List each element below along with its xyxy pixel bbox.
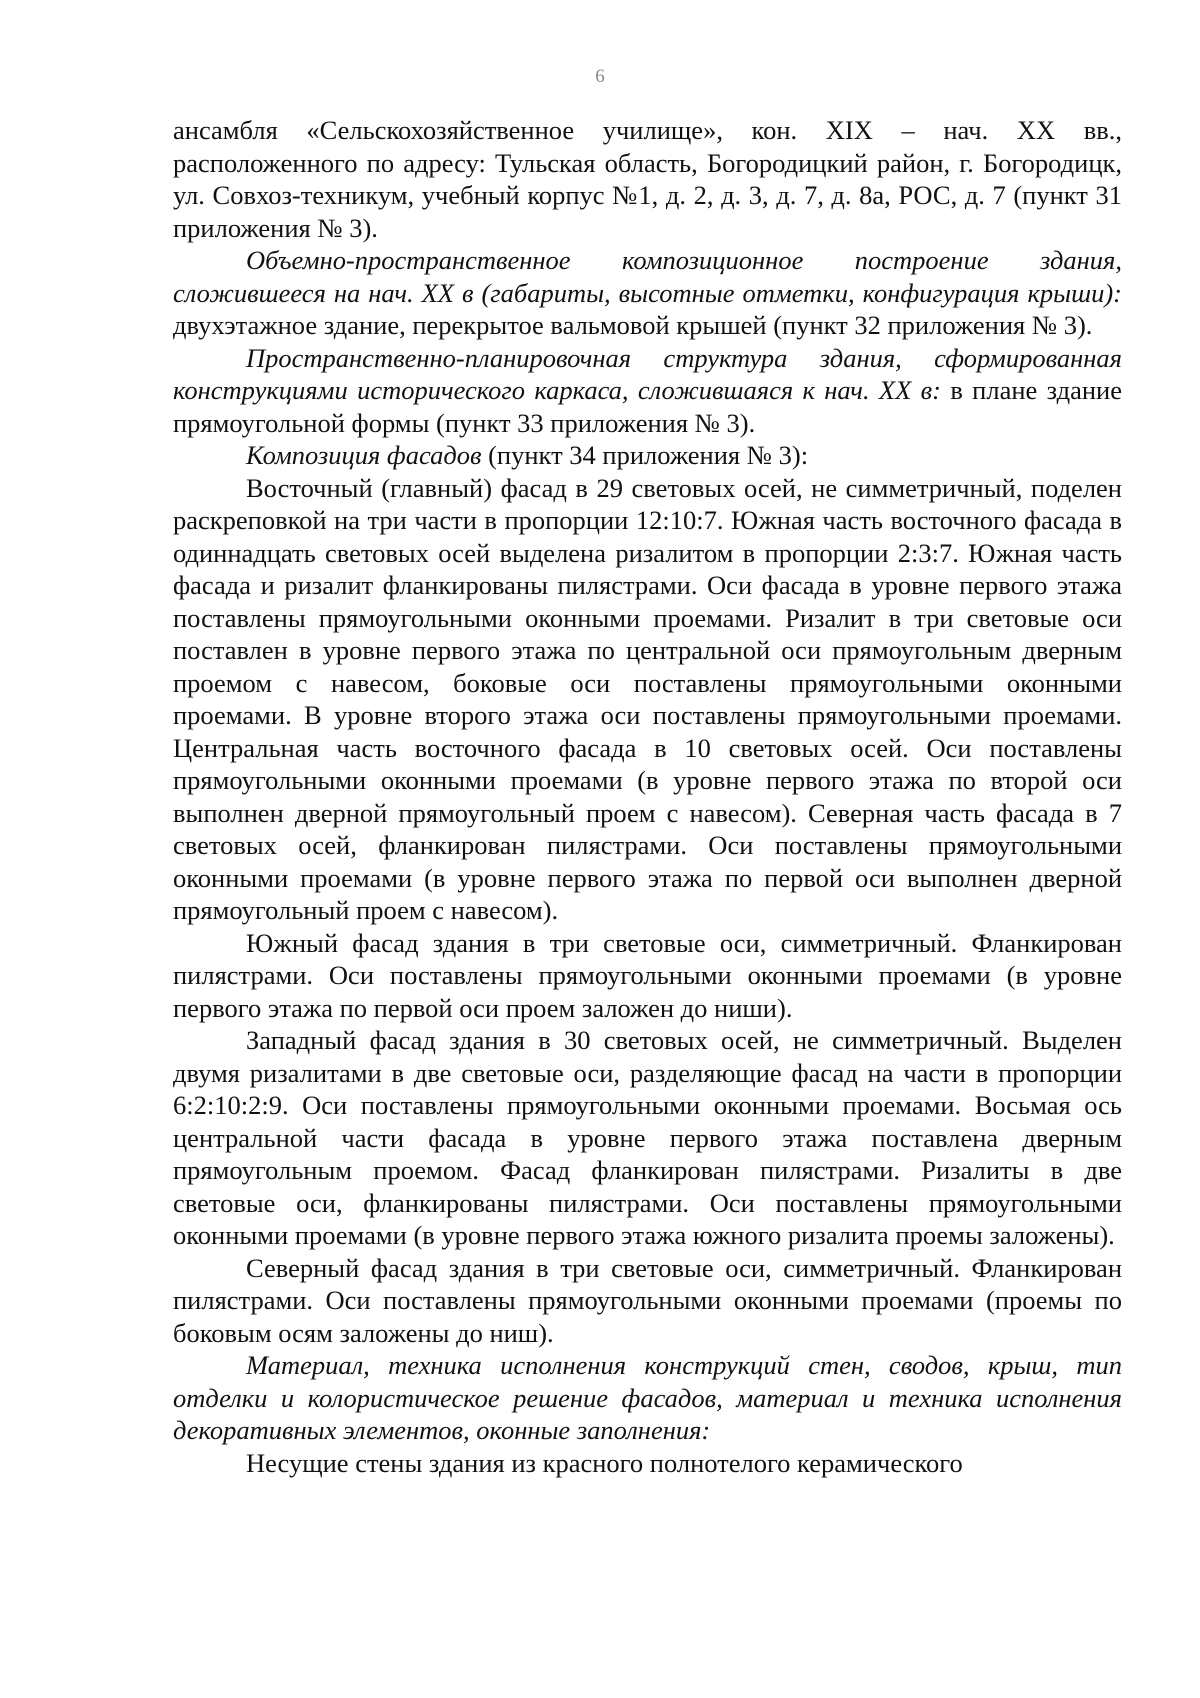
- paragraph-text: двухэтажное здание, перекрытое вальмовой крышей (пункт 32 приложения № 3).: [173, 310, 1093, 340]
- paragraph-planning-structure: [173, 342, 1122, 440]
- paragraph-heading-italic: Пространственно-планировочная структура здания, сформированная конструкциями исторического каркаса, сложившаяся к нач. XX в:: [173, 342, 1122, 405]
- document-body: [173, 114, 1122, 1479]
- paragraph-ensemble-address: ансамбля «Сельскохозяйственное училище», кон. XIX – нач. XX вв., расположенного по адресу: Тульская область, Богородицкий район, г. Богородицк, ул. Совхоз-техникум, учебный корпус №1, д. 2, д. 3, д. 7, д. 8а, РОС, д. 7 (пункт 31 приложения № 3).: [173, 115, 1122, 243]
- paragraph-heading-italic: Композиция фасадов: [246, 440, 482, 470]
- paragraph-text: (пункт 34 приложения № 3):: [481, 440, 809, 470]
- paragraph-materials: [173, 1349, 1122, 1447]
- paragraph-text: в плане здание прямоугольной формы (пункт 33 приложения № 3).: [173, 375, 1122, 438]
- paragraph-south-facade: Южный фасад здания в три световые оси, симметричный. Фланкирован пилястрами. Оси поставлены прямоугольными оконными проемами (в уровне первого этажа по первой оси проем заложен до ниши).: [173, 927, 1122, 1023]
- paragraph-north-facade: Северный фасад здания в три световые оси, симметричный. Фланкирован пилястрами. Оси поставлены прямоугольными оконными проемами (проемы по боковым осям заложены до ниш).: [173, 1252, 1122, 1348]
- paragraph-heading-italic: Материал, техника исполнения конструкций стен, сводов, крыш, тип отделки и колористическое решение фасадов, материал и техника исполнения декоративных элементов, оконные заполнения:: [173, 1350, 1122, 1445]
- paragraph-heading-italic: Объемно-пространственное композиционное построение здания, сложившееся на нач. XX в (габариты, высотные отметки, конфигурация крыши):: [173, 245, 1122, 308]
- paragraph-west-facade: Западный фасад здания в 30 световых осей, не симметричный. Выделен двумя ризалитами в две световые оси, разделяющие фасад на части в пропорции 6:2:10:2:9. Оси поставлены прямоугольными оконными проемами. Восьмая ось центральной части фасада в уровне первого этажа поставлена дверным прямоугольным проемом. Фасад фланкирован пилястрами. Ризалиты в две световые оси, фланкированы пилястрами. Оси поставлены прямоугольными оконными проемами (в уровне первого этажа южного ризалита проемы заложены).: [173, 1025, 1122, 1250]
- paragraph-east-facade: Восточный (главный) фасад в 29 световых осей, не симметричный, поделен раскреповкой на три части в пропорции 12:10:7. Южная часть восточного фасада в одиннадцать световых осей выделена ризалитом в пропорции 2:3:7. Южная часть фасада и ризалит фланкированы пилястрами. Оси фасада в уровне первого этажа поставлены прямоугольными оконными проемами. Ризалит в три световые оси поставлен в уровне первого этажа по центральной оси прямоугольным дверным проемом с навесом, боковые оси поставлены прямоугольными оконными проемами. В уровне второго этажа оси поставлены прямоугольными проемами. Центральная часть восточного фасада в 10 световых осей. Оси поставлены прямоугольными оконными проемами (в уровне первого этажа по второй оси выполнен дверной прямоугольный проем с навесом). Северная часть фасада в 7 световых осей, фланкирован пилястрами. Оси поставлены прямоугольными оконными проемами (в уровне первого этажа по первой оси выполнен дверной прямоугольный проем с навесом).: [173, 472, 1122, 925]
- paragraph-facade-composition: [173, 439, 1122, 472]
- paragraph-volume-composition: [173, 244, 1122, 342]
- page-number: 6: [595, 66, 605, 87]
- paragraph-load-bearing-walls: Несущие стены здания из красного полнотелого керамического: [246, 1447, 963, 1478]
